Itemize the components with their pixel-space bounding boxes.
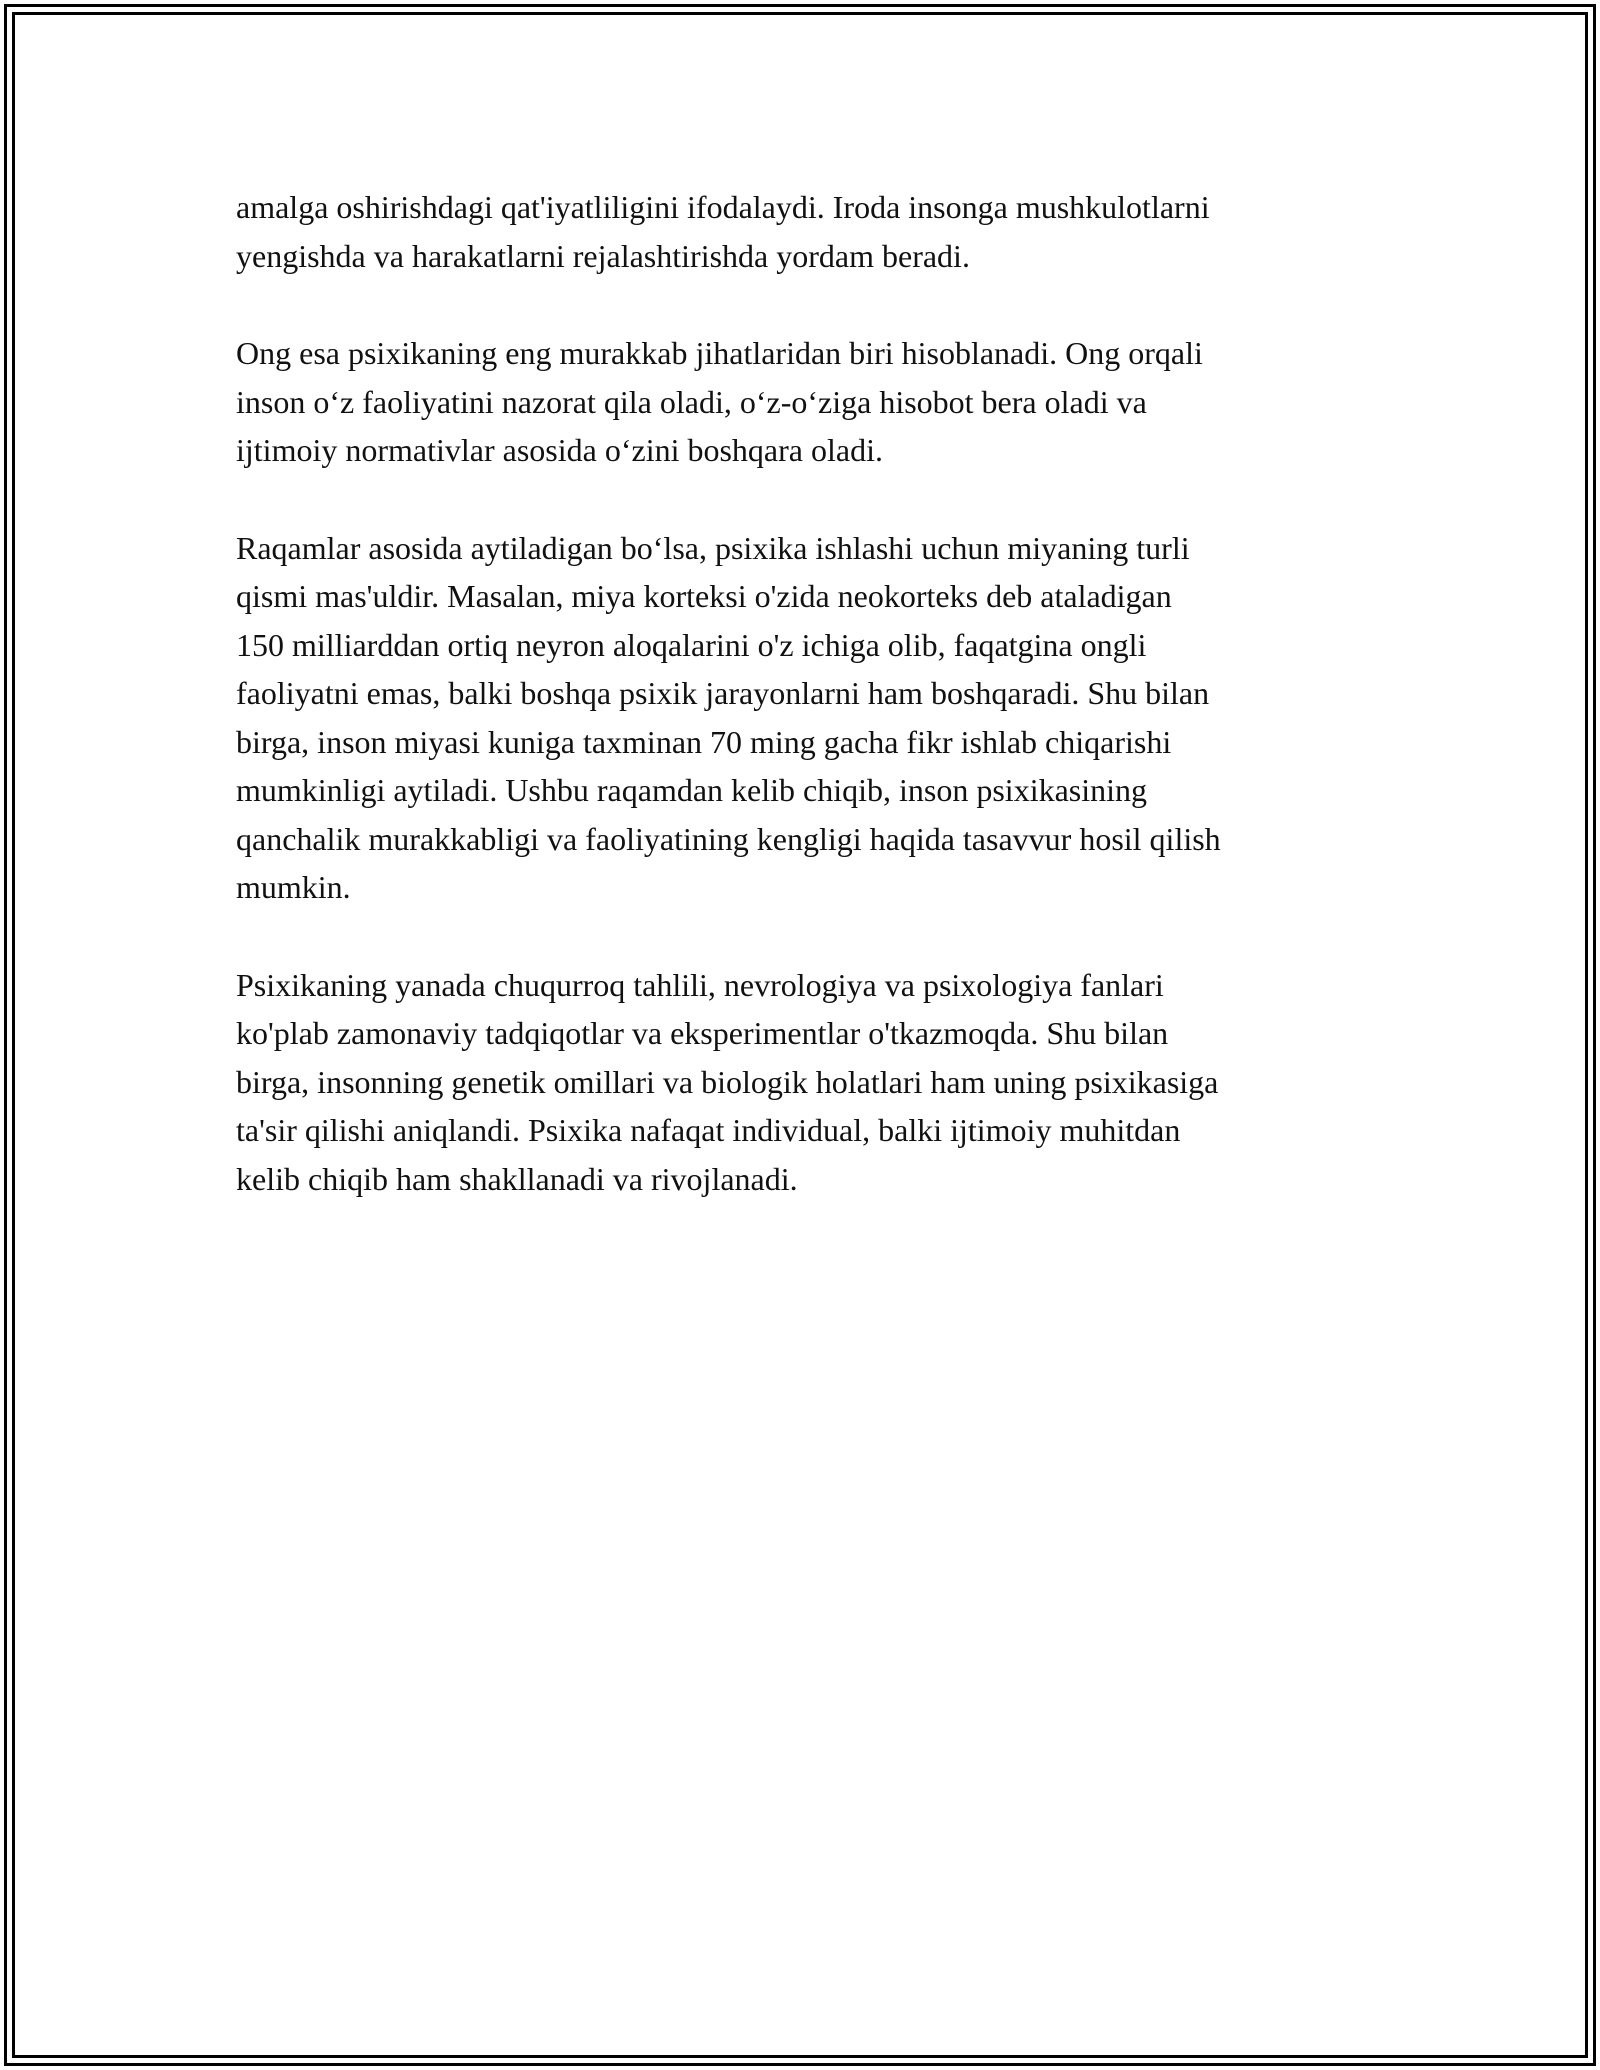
document-body xyxy=(236,183,1376,1252)
paragraph-research: Psixikaning yanada chuqurroq tahlili, nevrologiya va psixologiya fanlari ko'plab zamonaviy tadqiqotlar va eksperimentlar o'tkazmoqda. Shu bilan birga, insonning genetik omillari va biologik holatlari ham uning psixikasiga ta'sir qilishi aniqlandi. Psixika nafaqat individual, balki ijtimoiy muhitdan kelib chiqib ham shakllanadi va rivojlanadi. xyxy=(236,966,1219,1197)
paragraph-willpower: amalga oshirishdagi qat'iyatliligini ifodalaydi. Iroda insonga mushkulotlarni yengishda va harakatlarni rejalashtirishda yordam beradi. xyxy=(236,189,1210,274)
paragraph-consciousness: Ong esa psixikaning eng murakkab jihatlaridan biri hisoblanadi. Ong orqali inson o‘z faoliyatini nazorat qila oladi, o‘z-o‘ziga hisobot bera oladi va ijtimoiy normativlar asosida o‘zini boshqara oladi. xyxy=(236,335,1203,468)
paragraph-brain-numbers: Raqamlar asosida aytiladigan bo‘lsa, psixika ishlashi uchun miyaning turli qismi mas'uldir. Masalan, miya korteksi o'zida neokorteks deb ataladigan 150 milliarddan ortiq neyron aloqalarini o'z ichiga olib, faqatgina ongli faoliyatni emas, balki boshqa psixik jarayonlarni ham boshqaradi. Shu bilan birga, inson miyasi kuniga taxminan 70 ming gacha fikr ishlab chiqarishi mumkinligi aytiladi. Ushbu raqamdan kelib chiqib, inson psixikasining qanchalik murakkabligi va faoliyatining kengligi haqida tasavvur hosil qilish mumkin. xyxy=(236,529,1221,905)
